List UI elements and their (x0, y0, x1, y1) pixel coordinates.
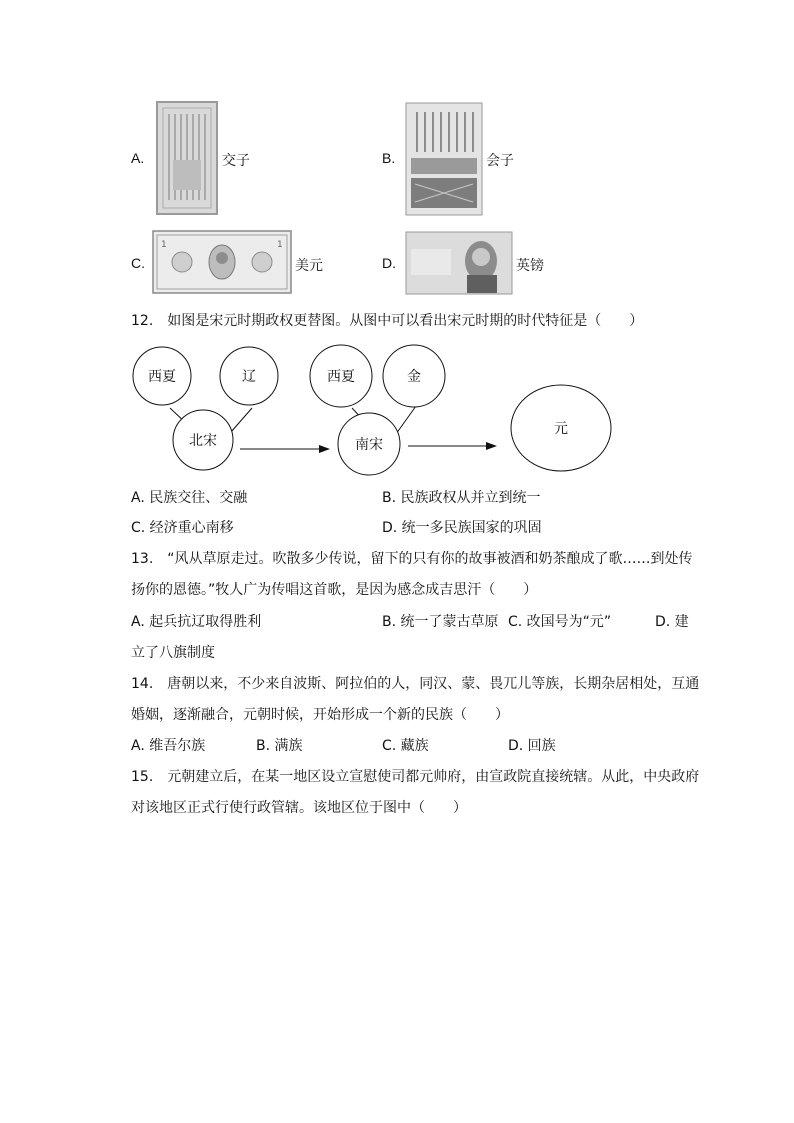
connector-line (396, 406, 416, 434)
svg-text:元: 元 (554, 421, 568, 437)
question-13-stem-line1: 13. “风从草原走过。吹散多少传说，留下的只有你的故事被酒和奶茶酿成了歌……到处传 (131, 551, 693, 567)
node-nansong (338, 413, 400, 475)
node-jin (383, 345, 445, 407)
node-yuan (511, 385, 611, 471)
q14-option-d: D. 回族 (508, 738, 556, 754)
q14-option-a: A. 维吾尔族 (131, 738, 206, 754)
option-a-letter: A. (131, 150, 145, 166)
question-15-stem-line2: 对该地区正式行使行政管辖。该地区位于图中（ ） (131, 800, 467, 816)
us-dollar-image (152, 230, 292, 294)
q12-option-a: A. 民族交往、交融 (131, 490, 248, 506)
q12-option-d: D. 统一多民族国家的巩固 (382, 520, 542, 536)
q14-option-c: C. 藏族 (382, 738, 429, 754)
option-c-label: 美元 (295, 258, 323, 274)
question-14-stem-line2: 婚姻，逐渐融合，元朝时候，开始形成一个新的民族（ ） (131, 707, 509, 723)
q12-option-b: B. 民族政权从并立到统一 (382, 490, 541, 506)
q13-option-d: D. 建 (655, 614, 689, 630)
svg-text:1: 1 (277, 240, 283, 250)
arrow-right-icon (319, 445, 330, 453)
q13-option-c: C. 改国号为“元” (508, 614, 612, 630)
q13-option-d-continued: 立了八旗制度 (131, 645, 215, 661)
question-12-stem: 12. 如图是宋元时期政权更替图。从图中可以看出宋元时期的时代特征是（ ） (131, 313, 644, 329)
svg-text:南宋: 南宋 (355, 437, 383, 453)
node-xixia-1 (133, 347, 191, 405)
question-13-stem-line2: 扬你的恩德。”牧人广为传唱这首歌，是因为感念成吉思汗（ ） (131, 582, 538, 598)
regime-succession-diagram (120, 336, 630, 476)
option-b-label: 会子 (486, 153, 514, 169)
question-15-stem-line1: 15. 元朝建立后，在某一地区设立宣慰使司都元帅府，由宣政院直接统辖。从此，中央政府 (131, 769, 700, 785)
british-pound-image (405, 231, 513, 295)
question-14-stem-line1: 14. 唐朝以来，不少来自波斯、阿拉伯的人，同汉、蒙、畏兀儿等族，长期杂居相处，互通 (131, 676, 700, 692)
node-xixia-2 (310, 345, 372, 407)
q13-option-b: B. 统一了蒙古草原 (382, 614, 499, 630)
option-c-letter: C. (131, 255, 145, 271)
jiaozi-banknote-image (155, 100, 219, 216)
arrow-right-icon (486, 442, 497, 450)
option-d-letter: D. (382, 255, 396, 271)
option-d-label: 英镑 (516, 258, 544, 274)
svg-text:金: 金 (407, 369, 421, 385)
q14-option-b: B. 满族 (256, 738, 303, 754)
svg-text:北宋: 北宋 (189, 433, 217, 449)
node-liao (220, 347, 278, 405)
node-beisong (173, 410, 233, 470)
q13-option-a: A. 起兵抗辽取得胜利 (131, 614, 262, 630)
svg-text:1: 1 (161, 240, 167, 250)
svg-text:西夏: 西夏 (148, 369, 176, 385)
option-a-label: 交子 (222, 153, 250, 169)
option-b-letter: B. (382, 150, 396, 166)
svg-text:辽: 辽 (242, 369, 256, 385)
huizi-banknote-image (405, 102, 483, 216)
q12-option-c: C. 经济重心南移 (131, 520, 234, 536)
svg-text:西夏: 西夏 (327, 369, 355, 385)
